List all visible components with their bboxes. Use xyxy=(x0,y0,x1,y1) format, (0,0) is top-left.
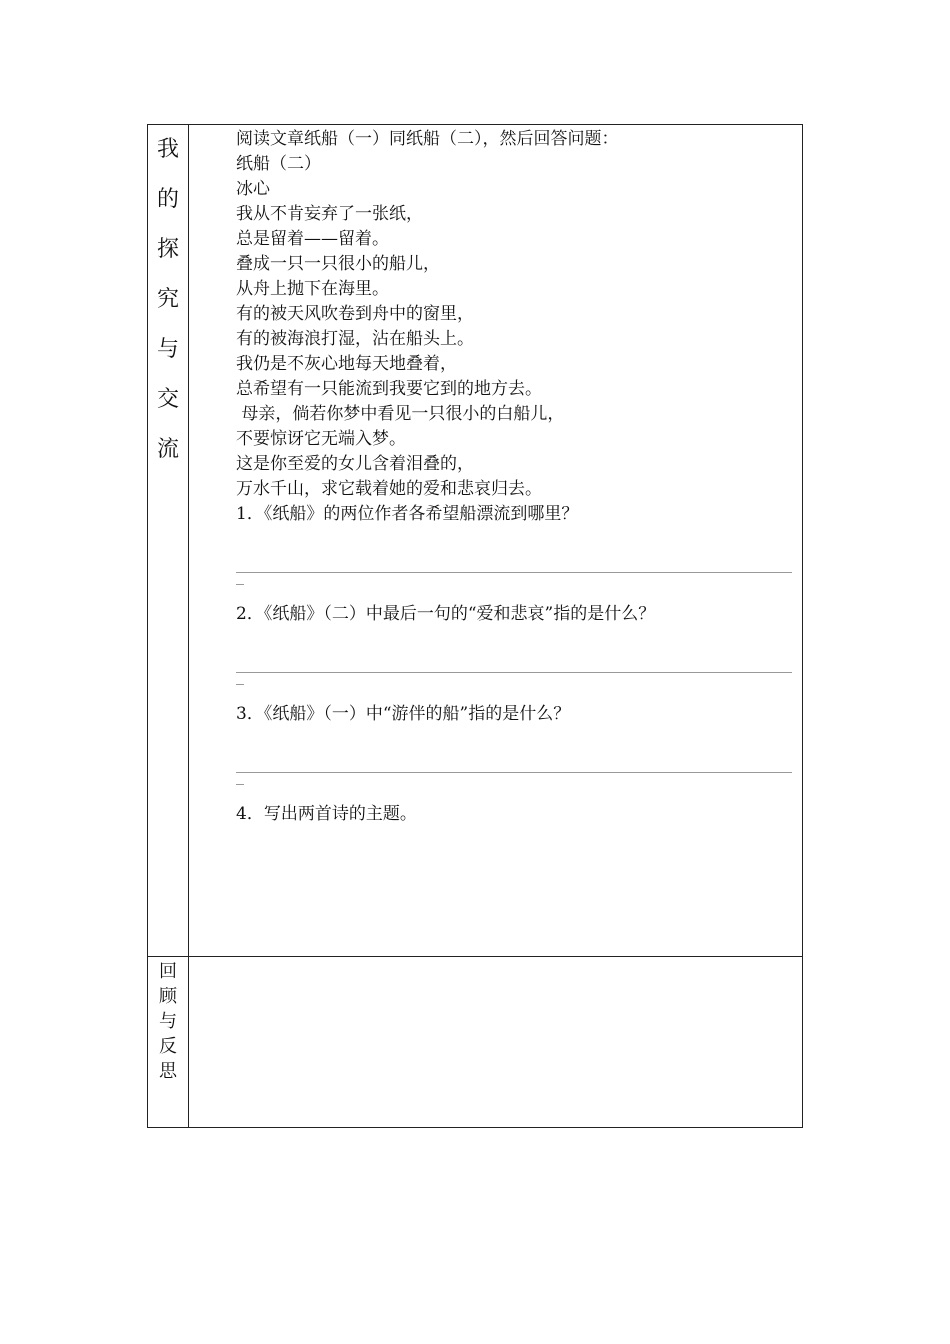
poem-line: 有的被天风吹卷到舟中的窗里， xyxy=(236,304,474,324)
explore-content xyxy=(236,127,796,828)
answer-rule xyxy=(236,672,792,673)
answer-line-2[interactable] xyxy=(236,628,796,702)
question-3: 3．《纸船》（一）中“游伴的船”指的是什么？ xyxy=(236,704,571,724)
explore-row xyxy=(148,125,802,957)
poem-line: 总是留着——留着。 xyxy=(236,229,389,249)
question-1: 1．《纸船》的两位作者各希望船漂流到哪里？ xyxy=(236,504,579,524)
review-label-char: 顾 xyxy=(159,986,177,1007)
poem-line: 有的被海浪打湿，沾在船头上。 xyxy=(236,329,474,349)
answer-dash xyxy=(236,584,244,585)
explore-label-char: 交 xyxy=(156,387,179,412)
review-label-char: 与 xyxy=(159,1011,177,1032)
column-divider xyxy=(188,125,189,956)
explore-label-char: 究 xyxy=(156,287,179,312)
answer-rule xyxy=(236,772,792,773)
review-label-char: 反 xyxy=(159,1036,177,1057)
answer-rule xyxy=(236,572,792,573)
worksheet-table xyxy=(147,124,803,1128)
poem-line: 我从不肯妄弃了一张纸， xyxy=(236,204,423,224)
poem-line: 这是你至爱的女儿含着泪叠的， xyxy=(236,454,474,474)
poem-author: 冰心 xyxy=(236,179,270,199)
poem-line: 我仍是不灰心地每天地叠着， xyxy=(236,354,457,374)
instruction-text: 阅读文章纸船（一）同纸船（二），然后回答问题： xyxy=(236,129,619,149)
poem-line: 万水千山，求它载着她的爱和悲哀归去。 xyxy=(236,479,542,499)
review-label-char: 回 xyxy=(159,961,177,982)
explore-label-char: 与 xyxy=(156,337,179,362)
answer-dash xyxy=(236,684,244,685)
explore-label-char: 流 xyxy=(156,437,179,462)
poem-line: 从舟上抛下在海里。 xyxy=(236,279,389,299)
poem-title: 纸船（二） xyxy=(236,154,321,174)
column-divider xyxy=(188,957,189,1127)
explore-label-char: 的 xyxy=(156,187,179,212)
poem-line: 不要惊讶它无端入梦。 xyxy=(236,429,406,449)
answer-line-3[interactable] xyxy=(236,728,796,802)
review-row xyxy=(148,957,802,1127)
poem-line: 母亲，倘若你梦中看见一只很小的白船儿， xyxy=(236,404,565,424)
question-2: 2．《纸船》（二）中最后一句的“爱和悲哀”指的是什么？ xyxy=(236,604,656,624)
question-4: 4．写出两首诗的主题。 xyxy=(236,804,417,824)
explore-label-char: 探 xyxy=(156,237,179,262)
explore-label-char: 我 xyxy=(156,137,179,162)
review-section-label xyxy=(148,959,188,1084)
poem-line: 叠成一只一只很小的船儿， xyxy=(236,254,440,274)
explore-section-label xyxy=(148,125,188,475)
poem-line: 总希望有一只能流到我要它到的地方去。 xyxy=(236,379,542,399)
review-label-char: 思 xyxy=(159,1061,177,1082)
answer-dash xyxy=(236,784,244,785)
answer-line-1[interactable] xyxy=(236,528,796,602)
